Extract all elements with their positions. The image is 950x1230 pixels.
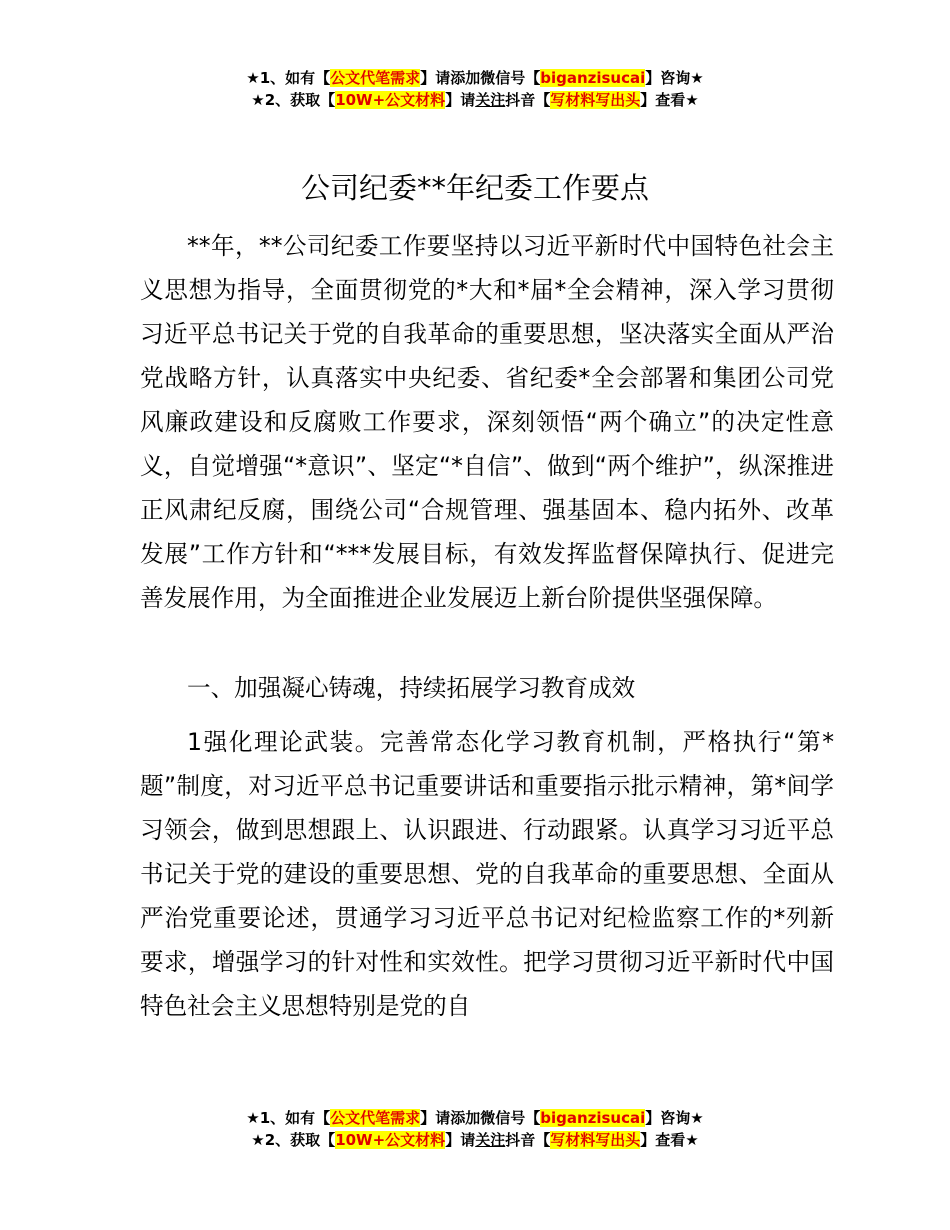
banner-text: 】请 <box>445 1131 476 1149</box>
banner-text: 】咨询★ <box>645 69 704 87</box>
banner-text: 抖音【 <box>505 1131 551 1149</box>
footer-notice-banner <box>0 1107 950 1151</box>
paragraph-text: **年，**公司纪委工作要坚持以习近平新时代中国特色社会主义思想为指导，全面贯彻党的*大和*届*全会精神，深入学习贯彻习近平总书记关于党的自我革命的重要思想，坚决落实全面从严治党战略方针，认真落实中央纪委、省纪委*全会部署和集团公司党风廉政建设和反腐败工作要求，深刻领悟“两个确立”的决定性意义，自觉增强“*意识”、坚定“*自信”、做到“两个维护”，纵深推进正风肃纪反腐，围绕公司“合规管理、强基固本、稳内拓外、改革发展”工作方针和“***发展目标，有效发挥监督保障执行、促进完善发展作用，为全面推进企业发展迈上新台阶提供坚强保障。 <box>140 232 834 612</box>
banner-line-1 <box>0 67 950 89</box>
highlighted-text: 公文代笔需求 <box>330 1109 421 1127</box>
highlighted-text: 写材料写出头 <box>550 91 641 109</box>
star-icon: ★ <box>251 91 265 109</box>
banner-text: 】请 <box>445 91 476 109</box>
wechat-id-highlight: biganzisucai <box>540 1109 646 1127</box>
body-paragraph-2 <box>140 720 834 1028</box>
banner-line-1 <box>0 1107 950 1129</box>
banner-line-2 <box>0 89 950 111</box>
header-notice-banner <box>0 67 950 111</box>
section-heading-1 <box>140 666 834 710</box>
banner-text: 】请添加微信号【 <box>420 69 541 87</box>
banner-text: 1、如有【 <box>259 69 331 87</box>
banner-text: 1、如有【 <box>259 1109 331 1127</box>
underlined-text: 关注 <box>475 91 506 109</box>
star-icon: ★ <box>246 69 260 87</box>
underlined-text: 关注 <box>475 1131 506 1149</box>
banner-line-2 <box>0 1129 950 1151</box>
banner-text: 2、获取【 <box>264 91 336 109</box>
star-icon: ★ <box>251 1131 265 1149</box>
body-paragraph-1 <box>140 224 834 620</box>
highlighted-text: 10W+公文材料 <box>335 91 446 109</box>
banner-text: 】查看★ <box>640 1131 699 1149</box>
banner-text: 】查看★ <box>640 91 699 109</box>
paragraph-text: 1强化理论武装。完善常态化学习教育机制，严格执行“第*题”制度，对习近平总书记重要讲话和重要指示批示精神，第*间学习领会，做到思想跟上、认识跟进、行动跟紧。认真学习习近平总书记关于党的建设的重要思想、党的自我革命的重要思想、全面从严治党重要论述，贯通学习习近平总书记对纪检监察工作的*列新要求，增强学习的针对性和实效性。把学习贯彻习近平新时代中国特色社会主义思想特别是党的自 <box>140 728 834 1020</box>
document-title: 公司纪委**年纪委工作要点 <box>300 171 649 205</box>
highlighted-text: 公文代笔需求 <box>330 69 421 87</box>
heading-text: 一、加强凝心铸魂，持续拓展学习教育成效 <box>187 674 636 702</box>
wechat-id-highlight: biganzisucai <box>540 69 646 87</box>
banner-text: 抖音【 <box>505 91 551 109</box>
highlighted-text: 写材料写出头 <box>550 1131 641 1149</box>
banner-text: 】咨询★ <box>645 1109 704 1127</box>
highlighted-text: 10W+公文材料 <box>335 1131 446 1149</box>
banner-text: 】请添加微信号【 <box>420 1109 541 1127</box>
banner-text: 2、获取【 <box>264 1131 336 1149</box>
star-icon: ★ <box>246 1109 260 1127</box>
